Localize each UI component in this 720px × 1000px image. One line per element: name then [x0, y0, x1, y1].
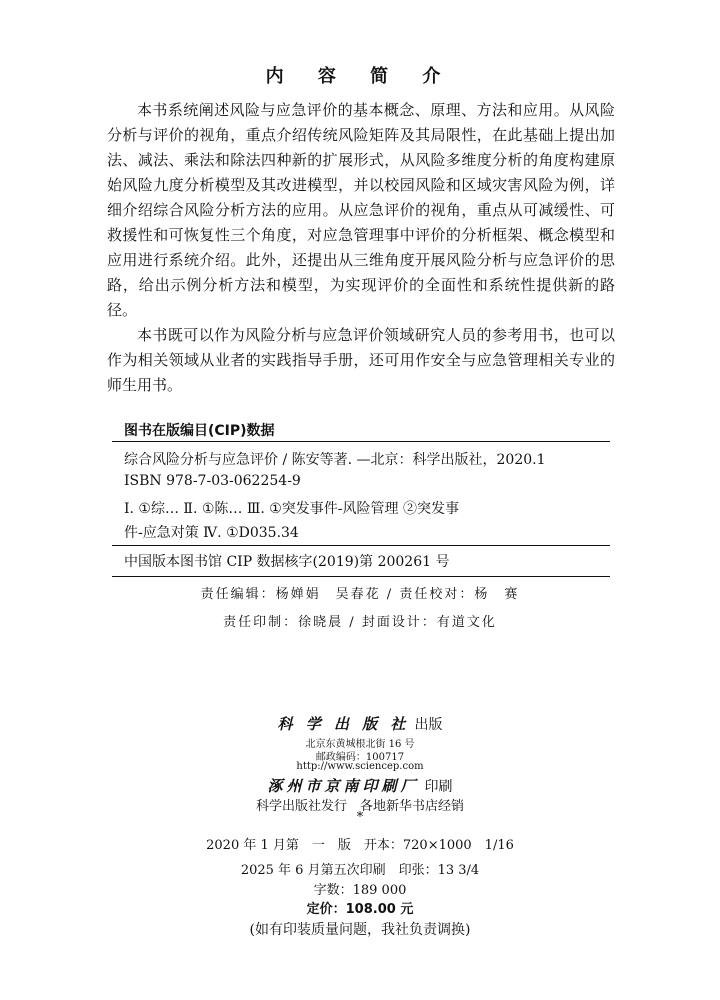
credits-line-1: 责任编辑：杨婵娟 吴春花 / 责任校对：杨 赛: [200, 587, 520, 602]
price: 定价：108.00 元: [306, 902, 414, 917]
publisher-address: 北京东黄城根北街 16 号: [305, 739, 415, 750]
quality-notice: (如有印装质量问题，我社负责调换): [249, 922, 471, 938]
publisher-postcode: 邮政编码：100717: [315, 752, 405, 763]
publisher-suffix: 出版: [414, 717, 443, 733]
cip-divider: [112, 545, 610, 546]
word-count: 字数：189 000: [313, 883, 407, 898]
summary-section: [107, 98, 615, 398]
printer-suffix: 印刷: [424, 779, 453, 795]
printer-name: 涿州市京南印刷厂: [267, 777, 420, 795]
credits-line-2: 责任印制：徐晓晨 / 封面设计：有道文化: [223, 615, 497, 630]
publisher-name: 科 学 出 版 社: [277, 715, 410, 733]
cip-line-2: ISBN 978-7-03-062254-9: [124, 473, 301, 489]
publisher-line: [0, 713, 720, 734]
cip-box: [112, 441, 610, 577]
cip-line-3: Ⅰ. ①综… Ⅱ. ①陈… Ⅲ. ①突发事件-风险管理 ②突发事: [124, 501, 459, 517]
cip-line-4: 件-应急对策 Ⅳ. ①D035.34: [124, 525, 299, 541]
cip-line-5: 中国版本图书馆 CIP 数据核字(2019)第 200261 号: [124, 554, 450, 570]
printer-line: [0, 775, 720, 796]
page-title: 内 容 简 介: [265, 66, 455, 87]
edition-line: 2020 年 1 月第 一 版 开本：720×1000 1/16: [206, 838, 514, 853]
summary-paragraph-1: 本书系统阐述风险与应急评价的基本概念、原理、方法和应用。从风险分析与评价的视角，重点介绍传统风险矩阵及其局限性，在此基础上提出加法、减法、乘法和除法四种新的扩展形式，从风险多维度分析的角度构建原始风险九度分析模型及其改进模型，并以校园风险和区域灾害风险为例，详细介绍综合风险分析方法的应用。从应急评价的视角，重点从可减缓性、可救援性和可恢复性三个角度，对应急管理事中评价的分析框架、概念模型和应用进行系统介绍。此外，还提出从三维角度开展风险分析与应急评价的思路，给出示例分析方法和模型，为实现评价的全面性和系统性提供新的路径。: [107, 101, 615, 319]
publisher-url: http://www.sciencep.com: [296, 761, 424, 772]
cip-line-1: 综合风险分析与应急评价 / 陈安等著. —北京：科学出版社，2020.1: [124, 452, 546, 468]
separator-star: *: [356, 810, 364, 825]
cip-heading: 图书在版编目(CIP)数据: [124, 423, 275, 439]
distribution-line: 科学出版社发行 各地新华书店经销: [255, 799, 464, 814]
printing-line: 2025 年 6 月第五次印刷 印张：13 3/4: [240, 863, 480, 878]
summary-paragraph-2: 本书既可以作为风险分析与应急评价领域研究人员的参考用书，也可以作为相关领域从业者的实践指导手册，还可用作安全与应急管理相关专业的师生用书。: [107, 326, 615, 394]
